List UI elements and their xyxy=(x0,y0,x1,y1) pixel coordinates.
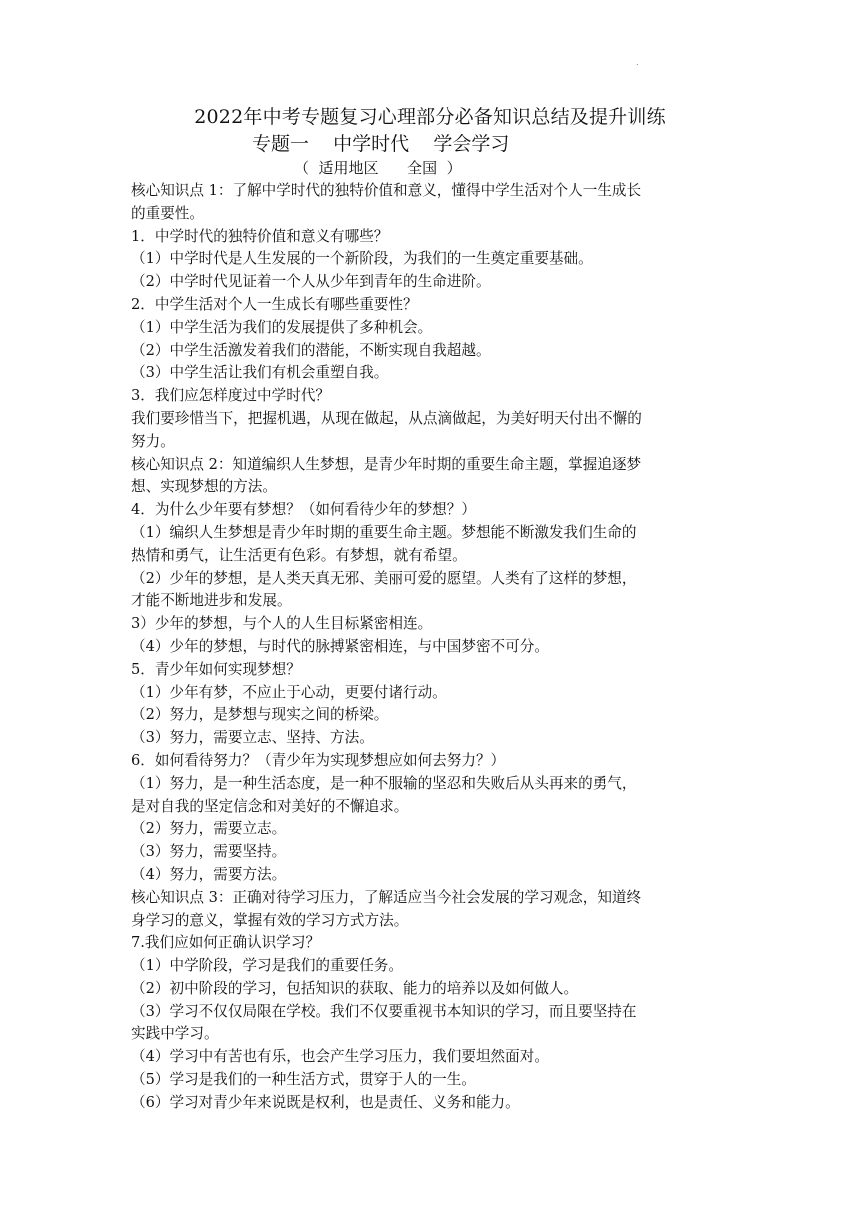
text-line: 核心知识点 3：正确对待学习压力，了解适应当今社会发展的学习观念，知道终 xyxy=(131,888,642,906)
document-subtitle: 专题一 中学时代 学会学习 xyxy=(252,133,510,155)
text-line: 核心知识点 1：了解中学时代的独特价值和意义，懂得中学生活对个人一生成长 xyxy=(131,182,642,199)
text-line: （1）编织人生梦想是青少年时期的重要生命主题。梦想能不断激发我们生命的 xyxy=(131,523,637,541)
text-line: （3）努力，需要坚持。 xyxy=(131,843,287,861)
text-line: （1）努力，是一种生活态度，是一种不服输的坚忍和失败后从头再来的勇气， xyxy=(131,774,637,792)
text-line: （1）中学时代是人生发展的一个新阶段，为我们的一生奠定重要基础。 xyxy=(131,250,593,268)
text-line: 5．青少年如何实现梦想？ xyxy=(131,660,301,678)
text-line: 努力。 xyxy=(131,432,175,450)
text-line: （2）努力，是梦想与现实之间的桥梁。 xyxy=(131,706,389,724)
text-line: 的重要性。 xyxy=(131,204,204,222)
text-line: 2．中学生活对个人一生成长有哪些重要性？ xyxy=(131,295,418,313)
text-line: 3．我们应怎样度过中学时代？ xyxy=(131,387,331,405)
text-line: （4）学习中有苦也有乐，也会产生学习压力，我们要坦然面对。 xyxy=(131,1048,549,1066)
text-line: （2）初中阶段的学习，包括知识的获取、能力的培养以及如何做人。 xyxy=(131,979,579,997)
text-line: （2）中学时代见证着一个人从少年到青年的生命进阶。 xyxy=(131,273,491,291)
text-line: （5）学习是我们的一种生活方式，贯穿于人的一生。 xyxy=(131,1071,476,1089)
text-line: 4．为什么少年要有梦想？（如何看待少年的梦想？） xyxy=(131,501,476,519)
applicable-region: （ 适用地区 全国 ） xyxy=(294,159,462,177)
text-line: （4）少年的梦想，与时代的脉搏紧密相连，与中国梦密不可分。 xyxy=(131,637,549,655)
text-line: 想、实现梦想的方法。 xyxy=(131,478,277,496)
text-line: （1）中学生活为我们的发展提供了多种机会。 xyxy=(131,318,433,336)
corner-mark: . xyxy=(636,58,639,67)
text-line: （1）少年有梦，不应止于心动，更要付诸行动。 xyxy=(131,683,447,701)
text-line: 才能不断地进步和发展。 xyxy=(131,592,292,610)
text-line: （3）学习不仅仅局限在学校。我们不仅要重视书本知识的学习，而且要坚持在 xyxy=(131,1002,637,1020)
text-line: 核心知识点 2：知道编织人生梦想，是青少年时期的重要生命主题，掌握追逐梦 xyxy=(131,455,642,473)
text-line: 1．中学时代的独特价值和意义有哪些？ xyxy=(131,227,389,245)
text-line: （3）努力，需要立志、坚持、方法。 xyxy=(131,729,374,747)
text-line: 是对自我的坚定信念和对美好的不懈追求。 xyxy=(131,797,409,815)
text-line: （2）少年的梦想，是人类天真无邪、美丽可爱的愿望。人类有了这样的梦想， xyxy=(131,569,637,587)
text-line: （6）学习对青少年来说既是权利，也是责任、义务和能力。 xyxy=(131,1093,520,1111)
text-line: 我们要珍惜当下，把握机遇，从现在做起，从点滴做起，为美好明天付出不懈的 xyxy=(131,409,642,427)
text-line: 6．如何看待努力？（青少年为实现梦想应如何去努力？） xyxy=(131,751,506,769)
text-line: 实践中学习。 xyxy=(131,1025,219,1043)
text-line: （1）中学阶段，学习是我们的重要任务。 xyxy=(131,957,403,975)
text-line: 3）少年的梦想，与个人的人生目标紧密相连。 xyxy=(131,615,433,633)
document-title: 2022年中考专题复习心理部分必备知识总结及提升训练 xyxy=(194,106,666,128)
text-line: （3）中学生活让我们有机会重塑自我。 xyxy=(131,364,389,382)
text-line: （2）中学生活激发着我们的潜能，不断实现自我超越。 xyxy=(131,341,491,359)
text-line: （4）努力，需要方法。 xyxy=(131,865,287,883)
document-body xyxy=(131,180,735,1115)
text-line: 7.我们应如何正确认识学习？ xyxy=(131,934,321,952)
text-line: 身学习的意义，掌握有效的学习方式方法。 xyxy=(131,911,409,929)
text-line: 热情和勇气，让生活更有色彩。有梦想，就有希望。 xyxy=(131,546,467,564)
text-line: （2）努力，需要立志。 xyxy=(131,820,287,838)
